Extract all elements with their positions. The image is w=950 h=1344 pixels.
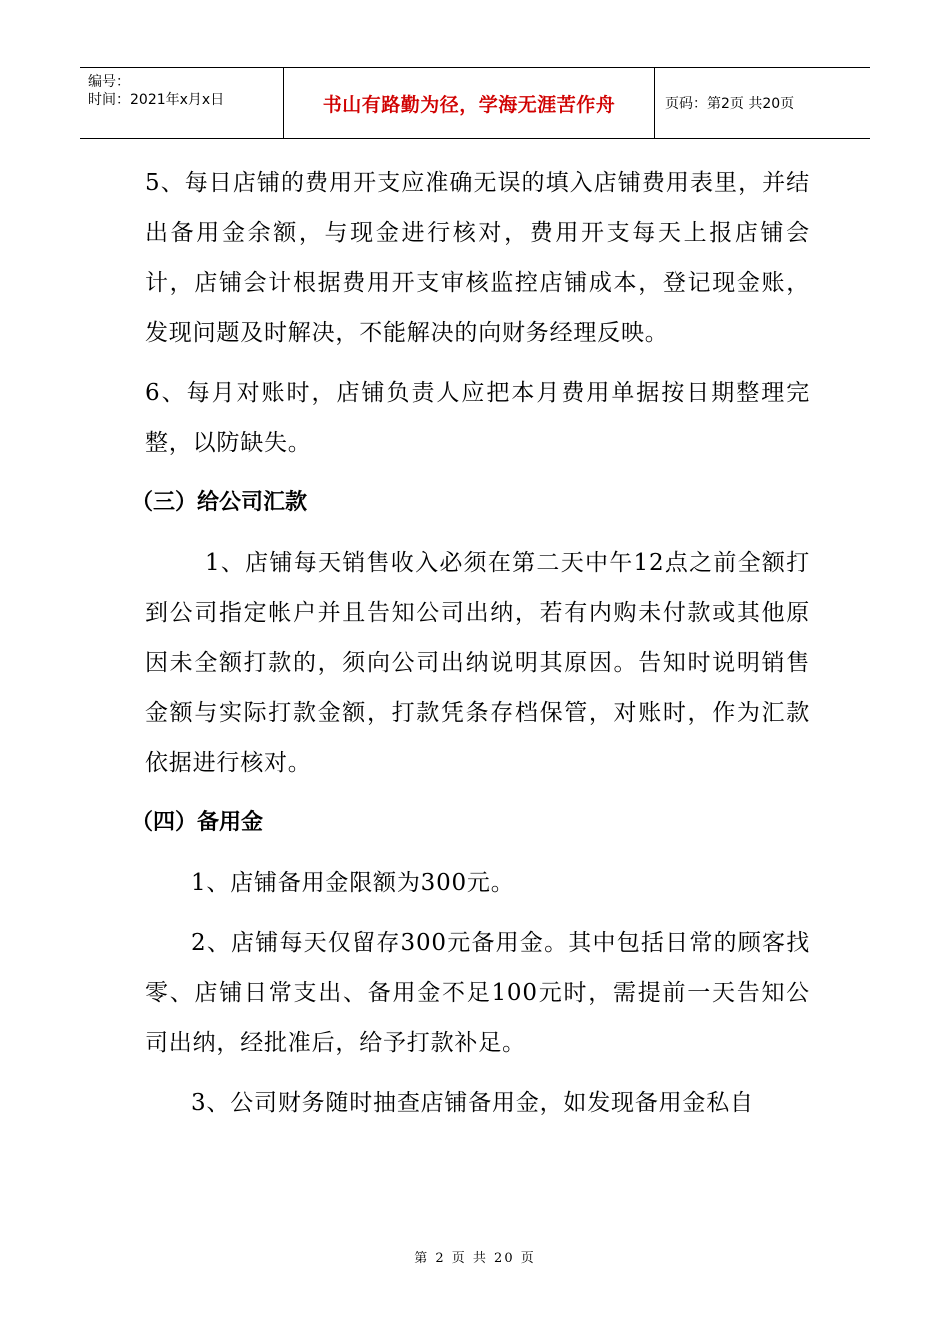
document-body [131, 158, 810, 1128]
paragraph-6: 6、每月对账时，店铺负责人应把本月费用单据按日期整理完整，以防缺失。 [145, 380, 810, 456]
section-3-title: （三）给公司汇款 [131, 490, 308, 515]
section-3-paragraph-1: 1、店铺每天销售收入必须在第二天中午12点之前全额打到公司指定帐户并且告知公司出纳，若有内购未付款或其他原因未全额打款的，须向公司出纳说明其原因。告知时说明销售金额与实际打款金额，打款凭条存档保管，对账时，作为汇款依据进行核对。 [145, 550, 810, 776]
doc-number-label: 编号： [88, 74, 130, 90]
section-4-paragraph-2: 2、店铺每天仅留存300元备用金。其中包括日常的顾客找零、店铺日常支出、备用金不足100元时，需提前一天告知公司出纳，经批准后，给予打款补足。 [145, 930, 810, 1056]
doc-date-label: 时间：2021年x月x日 [88, 92, 225, 108]
section-4-paragraph-3: 3、公司财务随时抽查店铺备用金，如发现备用金私自 [191, 1090, 754, 1116]
document-header [80, 67, 870, 139]
page-footer: 第 2 页 共 20 页 [414, 1251, 536, 1266]
section-4-title: （四）备用金 [131, 810, 264, 835]
header-page-info: 页码：第2页 共20页 [665, 96, 795, 112]
header-meta [80, 68, 283, 138]
header-motto-cell [283, 68, 655, 138]
header-motto: 书山有路勤为径，学海无涯苦作舟 [322, 93, 616, 116]
paragraph-5: 5、每日店铺的费用开支应准确无误的填入店铺费用表里，并结出备用金余额，与现金进行核对，费用开支每天上报店铺会计，店铺会计根据费用开支审核监控店铺成本，登记现金账，发现问题及时解决，不能解决的向财务经理反映。 [145, 170, 810, 346]
section-4-paragraph-1: 1、店铺备用金限额为300元。 [191, 870, 515, 896]
